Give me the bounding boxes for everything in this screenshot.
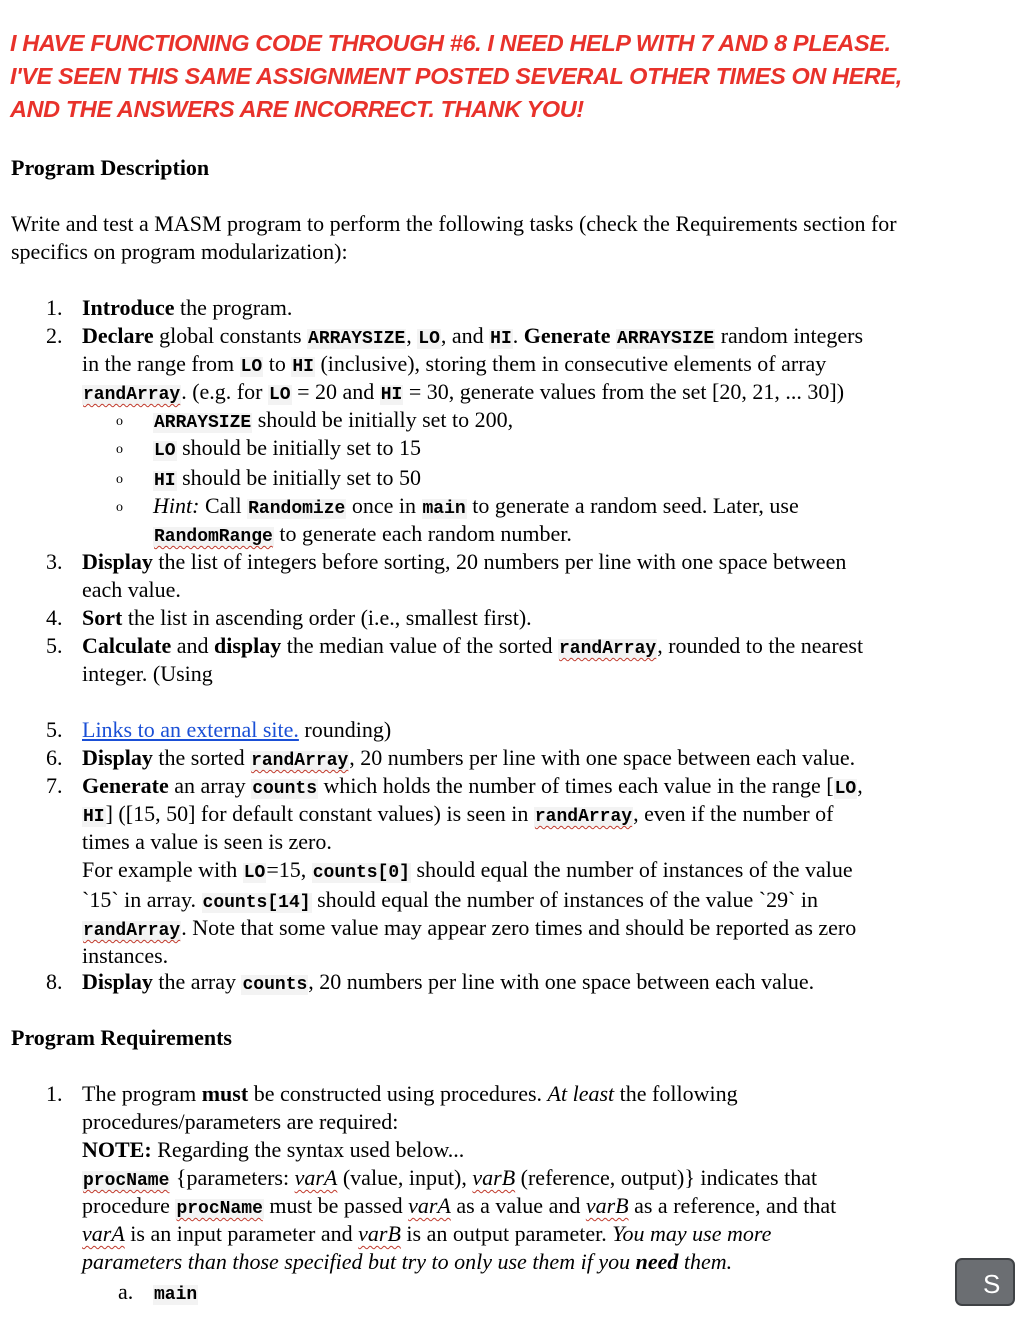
bullet-hi: HI should be initially set to 50	[154, 465, 422, 491]
banner-line: I HAVE FUNCTIONING CODE THROUGH #6. I NEED HELP WITH 7 AND 8 PLEASE.	[10, 30, 891, 56]
bullet-hint: Hint: Call Randomize once in main to generate a random seed. Later, use	[153, 493, 799, 519]
list-number: 5.	[46, 633, 63, 658]
bullet-hint-line: RandomRange to generate each random number.	[154, 521, 572, 547]
requirement-line: varA is an input parameter and varB is an output parameter. You may use more	[82, 1221, 772, 1246]
list-number: 2.	[46, 323, 63, 348]
task-display-counts: Display the array counts, 20 numbers per line with one space between each value.	[82, 969, 815, 995]
bullet-marker: o	[116, 442, 123, 457]
task-display-unsorted-line: each value.	[82, 577, 181, 602]
bullet-arraysize: ARRAYSIZE should be initially set to 200,	[154, 407, 514, 433]
banner-line: AND THE ANSWERS ARE INCORRECT. THANK YOU!	[10, 96, 584, 122]
intro-paragraph: Write and test a MASM program to perform the following tasks (check the Requirements section for specifics on program modularization):	[11, 211, 897, 264]
list-number: 5.	[46, 717, 63, 742]
bullet-lo: LO should be initially set to 15	[154, 435, 422, 461]
sublist-letter: a.	[118, 1279, 134, 1304]
list-number: 4.	[46, 605, 63, 630]
task-generate-counts: Generate an array counts which holds the number of times each value in the range [LO,	[82, 773, 863, 799]
task-median: Calculate and display the median value of the sorted randArray, rounded to the nearest	[82, 633, 864, 659]
task-generate-counts-line: `15` in array. counts[14] should equal the number of instances of the value `29` in	[82, 887, 819, 913]
task-generate-counts-line: For example with LO=15, counts[0] should equal the number of instances of the value	[82, 857, 853, 883]
requirement-line: procName {parameters: varA (value, input), varB (reference, output)} indicates that	[83, 1165, 818, 1191]
list-number: 6.	[46, 745, 63, 770]
program-requirements-heading: Program Requirements	[11, 1025, 232, 1050]
task-generate-counts-line: times a value is seen is zero.	[82, 829, 332, 854]
list-number: 1.	[46, 1081, 63, 1106]
requirement-line: The program must be constructed using procedures. At least the following	[82, 1081, 738, 1106]
task-declare-line: Declare global constants ARRAYSIZE, LO, and HI. Generate ARRAYSIZE random integers	[82, 323, 864, 349]
bullet-marker: o	[116, 472, 123, 487]
bullet-marker: o	[116, 500, 123, 515]
request-banner	[10, 27, 970, 126]
task-generate-counts-line: randArray. Note that some value may appear zero times and should be reported as zero	[83, 915, 857, 941]
task-rounding: Links to an external site. rounding)	[82, 717, 392, 742]
requirement-line: NOTE: Regarding the syntax used below...	[82, 1137, 465, 1162]
banner-line: I'VE SEEN THIS SAME ASSIGNMENT POSTED SEVERAL OTHER TIMES ON HERE,	[10, 63, 902, 89]
task-declare-line: randArray. (e.g. for LO = 20 and HI = 30, generate values from the set [20, 21, ... 30])	[83, 379, 845, 405]
task-introduce: Introduce the program.	[82, 295, 293, 320]
bullet-marker: o	[116, 414, 123, 429]
procedure-main: main	[154, 1285, 198, 1305]
task-display-sorted: Display the sorted randArray, 20 numbers per line with one space between each value.	[82, 745, 856, 771]
task-generate-counts-line: instances.	[82, 943, 169, 968]
side-action-button[interactable]: S	[955, 1258, 1015, 1306]
list-number: 1.	[46, 295, 63, 320]
task-declare-line: in the range from LO to HI (inclusive), storing them in consecutive elements of array	[82, 351, 827, 377]
list-number: 3.	[46, 549, 63, 574]
list-number: 8.	[46, 969, 63, 994]
task-sort: Sort the list in ascending order (i.e., smallest first).	[82, 605, 532, 630]
task-median-line: integer. (Using	[82, 661, 213, 686]
task-generate-counts-line: HI] ([15, 50] for default constant values) is seen in randArray, even if the number of	[83, 801, 834, 827]
requirement-line: procedure procName must be passed varA as a value and varB as a reference, and that	[82, 1193, 837, 1219]
task-display-unsorted: Display the list of integers before sorting, 20 numbers per line with one space between	[82, 549, 847, 574]
program-description-heading: Program Description	[11, 155, 210, 180]
requirement-line: parameters than those specified but try to only use them if you need them.	[82, 1249, 733, 1274]
list-number: 7.	[46, 773, 63, 798]
requirement-line: procedures/parameters are required:	[82, 1109, 399, 1134]
external-link[interactable]: Links to an external site.	[82, 717, 299, 742]
